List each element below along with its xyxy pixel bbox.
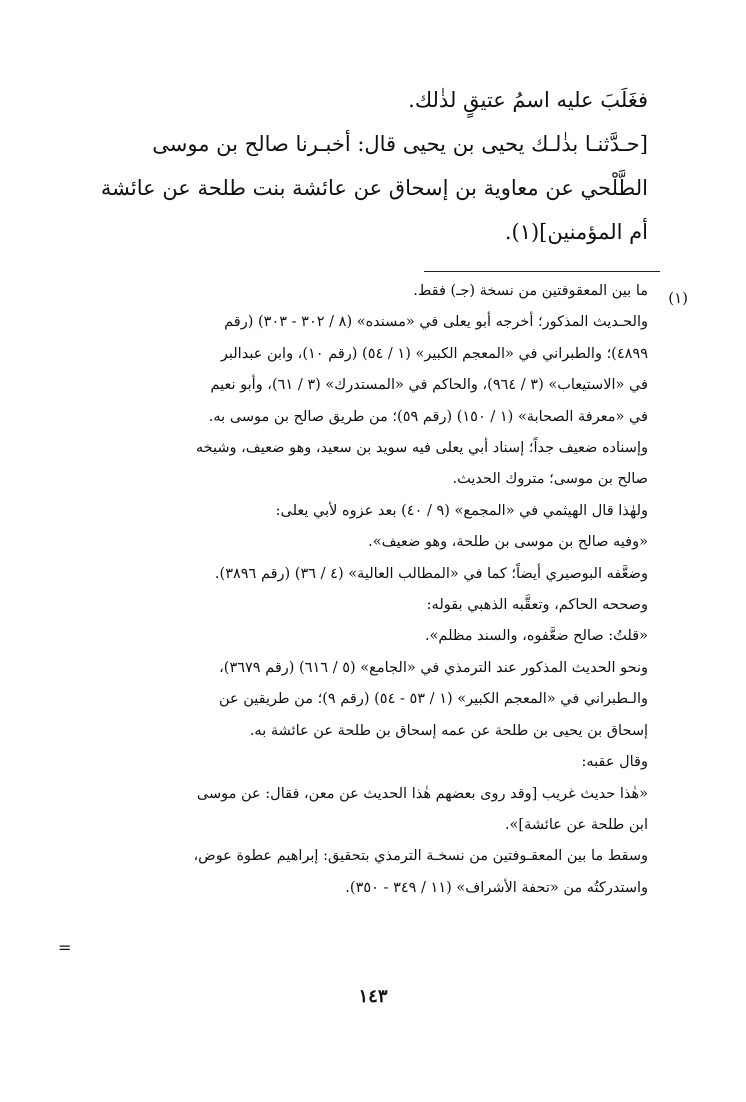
- footnote-line: «هٰذا حديث غريب [وقد روى بعضهم هٰذا الحديث عن معن، فقال: عن موسى: [196, 785, 648, 802]
- page-number: ١٤٣: [358, 986, 388, 1007]
- main-text-line: أم المؤمنين](١).: [504, 220, 648, 244]
- main-text-line: [حـدَّثنـا بذٰلـك يحيى بن يحيى قال: أخبـرنا صالح بن موسى: [152, 132, 648, 156]
- main-text-line: الطَّلْحي عن معاوية بن إسحاق عن عائشة بنت طلحة عن عائشة: [100, 176, 648, 200]
- footnote-line: ٤٨٩٩)؛ والطبراني في «المعجم الكبير» (١ / ٥٤) (رقم ١٠)، وابن عبدالبر: [220, 345, 648, 362]
- main-text-line: فغَلَبَ عليه اسمُ عتيقٍ لذٰلك.: [408, 88, 648, 112]
- footnote-line: وإسناده ضعيف جداً؛ إسناد أبي يعلى فيه سويد بن سعيد، وهو ضعيف، وشيخه: [195, 440, 648, 457]
- footnote-line: ابن طلحة عن عائشة]».: [504, 816, 648, 833]
- footnote-line: والـطبراني في «المعجم الكبير» (١ / ٥٣ - ٥٤) (رقم ٩)؛ من طريقين عن: [218, 691, 648, 708]
- footnote-line: في «الاستيعاب» (٣ / ٩٦٤)، والحاكم في «المستدرك» (٣ / ٦١)، وأبو نعيم: [210, 377, 648, 394]
- footnote-separator: [424, 271, 660, 272]
- footnote-line: والحـديث المذكور؛ أخرجه أبو يعلى في «مسنده» (٨ / ٣٠٢ - ٣٠٣) (رقم: [224, 314, 648, 331]
- footnote-line: وضعَّفه البوصيري أيضاً؛ كما في «المطالب العالية» (٤ / ٣٦) (رقم ٣٨٩٦).: [214, 565, 648, 582]
- footnote-line: صالح بن موسى؛ متروك الحديث.: [452, 471, 648, 488]
- footnote-line: وسقط ما بين المعقـوفتين من نسخـة الترمذي بتحقيق: إبراهيم عطوة عوض،: [193, 848, 648, 865]
- footnote-continuation-mark: =: [58, 938, 72, 957]
- footnote-line: واستدركتُه من «تحفة الأشراف» (١١ / ٣٤٩ - ٣٥٠).: [345, 879, 648, 896]
- footnote-marker: (١): [668, 289, 688, 307]
- footnote-text: [84, 276, 648, 904]
- footnote-line: «قلتُ: صالح ضعَّفوه، والسند مظلم».: [424, 628, 648, 645]
- footnote-line: ولهٰذا قال الهيثمي في «المجمع» (٩ / ٤٠) بعد عزوه لأبي يعلى:: [275, 502, 648, 519]
- main-text: [80, 78, 648, 254]
- footnote-line: إسحاق بن يحيى بن طلحة عن عمه إسحاق بن طلحة عن عائشة به.: [249, 722, 648, 739]
- footnote-line: ما بين المعقوفتين من نسخة (جـ) فقط.: [413, 283, 648, 299]
- footnote-line: ونحو الحديث المذكور عند الترمذي في «الجامع» (٥ / ٦١٦) (رقم ٣٦٧٩)،: [219, 659, 648, 676]
- footnote-line: «وفيه صالح بن موسى بن طلحة، وهو ضعيف».: [368, 534, 648, 551]
- footnote-line: في «معرفة الصحابة» (١ / ١٥٠) (رقم ٥٩)؛ من طريق صالح بن موسى به.: [208, 408, 648, 425]
- footnote-line: وقال عقبه:: [581, 754, 648, 771]
- footnote-line: وصححه الحاكم، وتعقَّبه الذهبي بقوله:: [426, 597, 648, 614]
